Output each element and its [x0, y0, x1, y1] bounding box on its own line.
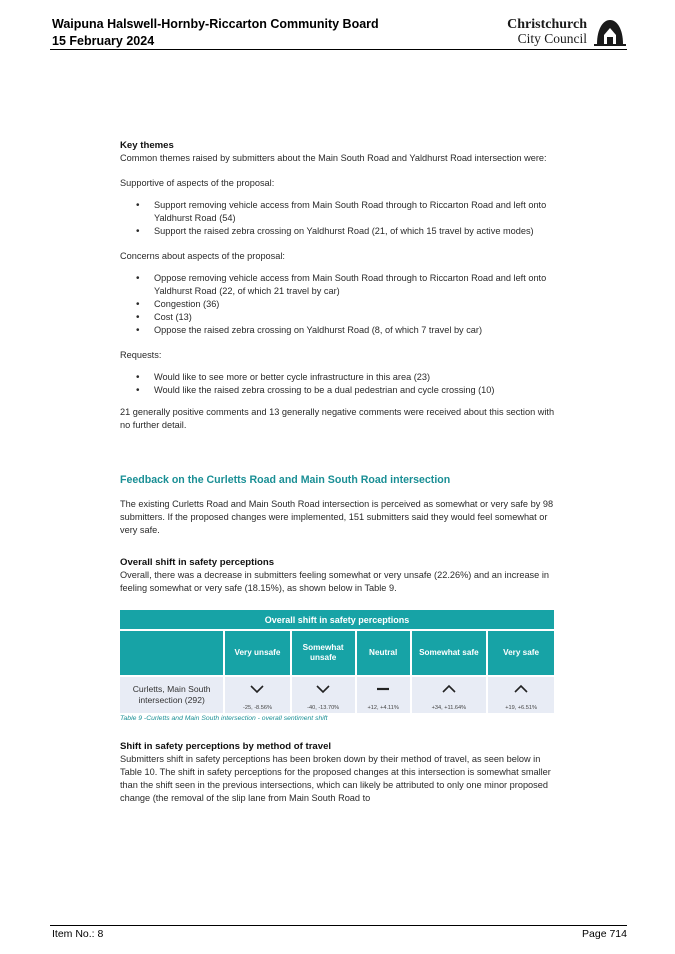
overall-shift-heading: Overall shift in safety perceptions: [120, 557, 275, 568]
list-item: • Oppose removing vehicle access from Main South Road through to Riccarton Road and left onto Yaldhurst Road (22, of which 21 travel by car): [120, 272, 560, 298]
table-corner-cell: [120, 630, 224, 676]
key-themes-summary: 21 generally positive comments and 13 generally negative comments were received about this section with no further detail.: [120, 407, 555, 430]
table-cell: [356, 676, 411, 713]
table-cell: [291, 676, 356, 713]
travel-shift-section: [120, 740, 560, 805]
concerns-list: [120, 272, 560, 337]
table-caption: Table 9 -Curletts and Main South intersection - overall sentiment shift: [120, 715, 328, 722]
table-cell: [224, 676, 290, 713]
chevron-up-icon: [442, 684, 456, 694]
cell-value: +34, +11.64%: [431, 705, 467, 711]
logo-line-2: City Council: [517, 31, 587, 46]
overall-shift-section: [120, 556, 560, 595]
document-header: [52, 16, 379, 50]
logo-line-1: Christchurch: [507, 17, 587, 32]
header-date: 15 February 2024: [52, 34, 155, 48]
column-header: Very safe: [487, 630, 554, 676]
supportive-label: Supportive of aspects of the proposal:: [120, 178, 275, 188]
safety-shift-table: [120, 610, 554, 713]
column-header: Very unsafe: [224, 630, 290, 676]
header-rule: [50, 49, 627, 50]
column-header: Somewhat unsafe: [291, 630, 356, 676]
cell-value: -40, -13.70%: [307, 705, 340, 711]
cell-value: +12, +4.11%: [367, 705, 399, 711]
cathedral-emblem-icon: [593, 17, 627, 47]
list-item: • Oppose the raised zebra crossing on Yaldhurst Road (8, of which 7 travel by car): [120, 324, 560, 337]
key-themes-section: [120, 139, 560, 432]
footer-item-number: Item No.: 8: [52, 928, 104, 940]
list-item: • Support removing vehicle access from Main South Road through to Riccarton Road and left onto Yaldhurst Road (54): [120, 199, 560, 225]
council-logo: [477, 17, 627, 47]
list-item: • Would like the raised zebra crossing to be a dual pedestrian and cycle crossing (10): [120, 384, 560, 397]
feedback-section: [120, 474, 560, 537]
table-cell: [411, 676, 488, 713]
key-themes-heading: Key themes: [120, 140, 174, 151]
footer-rule: [50, 925, 627, 926]
list-item: • Cost (13): [120, 311, 560, 324]
supportive-list: [120, 199, 560, 238]
row-label: Curletts, Main South intersection (292): [120, 676, 224, 713]
list-item: • Support the raised zebra crossing on Yaldhurst Road (21, of which 15 travel by active modes): [120, 225, 560, 238]
table-cell: [487, 676, 554, 713]
cell-value: +19, +6.51%: [505, 705, 537, 711]
overall-shift-paragraph: Overall, there was a decrease in submitters feeling somewhat or very unsafe (22.26%) and an increase in feeling somewhat or very safe (18.15%), as shown below in Table 9.: [120, 570, 549, 593]
feedback-heading: Feedback on the Curletts Road and Main South Road intersection: [120, 474, 451, 486]
column-header: Somewhat safe: [411, 630, 488, 676]
dash-icon: [376, 684, 390, 694]
chevron-down-icon: [316, 684, 330, 694]
list-item: • Would like to see more or better cycle infrastructure in this area (23): [120, 371, 560, 384]
travel-shift-paragraph: Submitters shift in safety perceptions has been broken down by their method of travel, as seen below in Table 10. The shift in safety perceptions for the proposed changes at this intersection is somewhat smaller than the shift seen in the previous intersections, which can likely be attributed to only one minor proposed change (the removal of the slip lane from Main South Road to: [120, 754, 551, 803]
feedback-paragraph: The existing Curletts Road and Main South Road intersection is perceived as somewhat or very safe by 98 submitters. If the proposed changes were implemented, 151 submitters said they would feel somewhat or very safe.: [120, 499, 554, 535]
chevron-up-icon: [514, 684, 528, 694]
header-board-name: Waipuna Halswell-Hornby-Riccarton Community Board: [52, 17, 379, 31]
list-item: • Congestion (36): [120, 298, 560, 311]
concerns-label: Concerns about aspects of the proposal:: [120, 251, 285, 261]
chevron-down-icon: [250, 684, 264, 694]
cell-value: -25, -8.56%: [243, 705, 272, 711]
table-title: Overall shift in safety perceptions: [120, 610, 554, 630]
table-row: [120, 676, 554, 713]
requests-list: [120, 371, 560, 397]
column-header: Neutral: [356, 630, 411, 676]
footer-page-number: Page 714: [582, 928, 627, 940]
travel-shift-heading: Shift in safety perceptions by method of travel: [120, 741, 332, 752]
key-themes-intro: Common themes raised by submitters about the Main South Road and Yaldhurst Road intersection were:: [120, 153, 547, 163]
requests-label: Requests:: [120, 350, 162, 360]
